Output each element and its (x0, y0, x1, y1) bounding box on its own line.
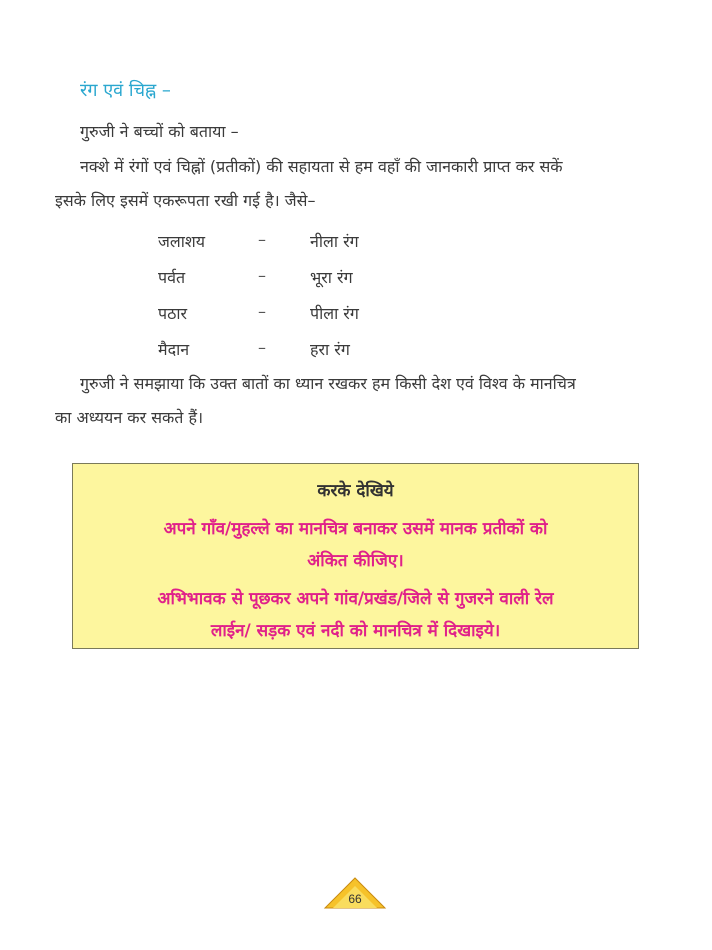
color-cell: हरा रंग (310, 340, 350, 359)
table-row (0, 338, 712, 362)
table-row (0, 230, 712, 254)
activity-text: अपने गाँव/मुहल्ले का मानचित्र बनाकर उसमें मानक प्रतीकों को (163, 519, 548, 539)
feature-cell: पर्वत (158, 268, 186, 287)
page-number-badge (323, 876, 387, 910)
table-row (0, 266, 712, 290)
dash-cell: – (258, 230, 266, 249)
section-heading: रंग एवं चिह्न – (80, 80, 171, 101)
color-cell: भूरा रंग (310, 268, 353, 287)
color-cell: नीला रंग (310, 232, 359, 251)
paragraph-line: गुरुजी ने समझाया कि उक्त बातों का ध्यान रखकर हम किसी देश एवं विश्व के मानचित्र (80, 374, 576, 393)
color-cell: पीला रंग (310, 304, 359, 323)
paragraph-line: इसके लिए इसमें एकरूपता रखी गई है। जैसे– (55, 191, 316, 210)
dash-cell: – (258, 266, 266, 285)
table-row (0, 302, 712, 326)
activity-text: अभिभावक से पूछकर अपने गांव/प्रखंड/जिले से गुजरने वाली रेल (157, 589, 554, 609)
activity-text: लाईन/ सड़क एवं नदी को मानचित्र में दिखाइये। (210, 621, 501, 641)
activity-title: करके देखिये (317, 481, 394, 501)
dash-cell: – (258, 302, 266, 321)
activity-text: अंकित कीजिए। (307, 551, 404, 571)
page-number: 66 (348, 892, 362, 906)
activity-box (72, 463, 639, 649)
paragraph-line: का अध्ययन कर सकते हैं। (55, 408, 204, 427)
feature-cell: मैदान (158, 340, 190, 359)
feature-cell: पठार (158, 304, 188, 323)
paragraph-intro: गुरुजी ने बच्चों को बताया – (80, 122, 239, 141)
dash-cell: – (258, 338, 266, 357)
feature-cell: जलाशय (158, 232, 206, 251)
paragraph-line: नक्शे में रंगों एवं चिह्नों (प्रतीकों) की सहायता से हम वहाँ की जानकारी प्राप्त कर सकें (80, 157, 563, 176)
